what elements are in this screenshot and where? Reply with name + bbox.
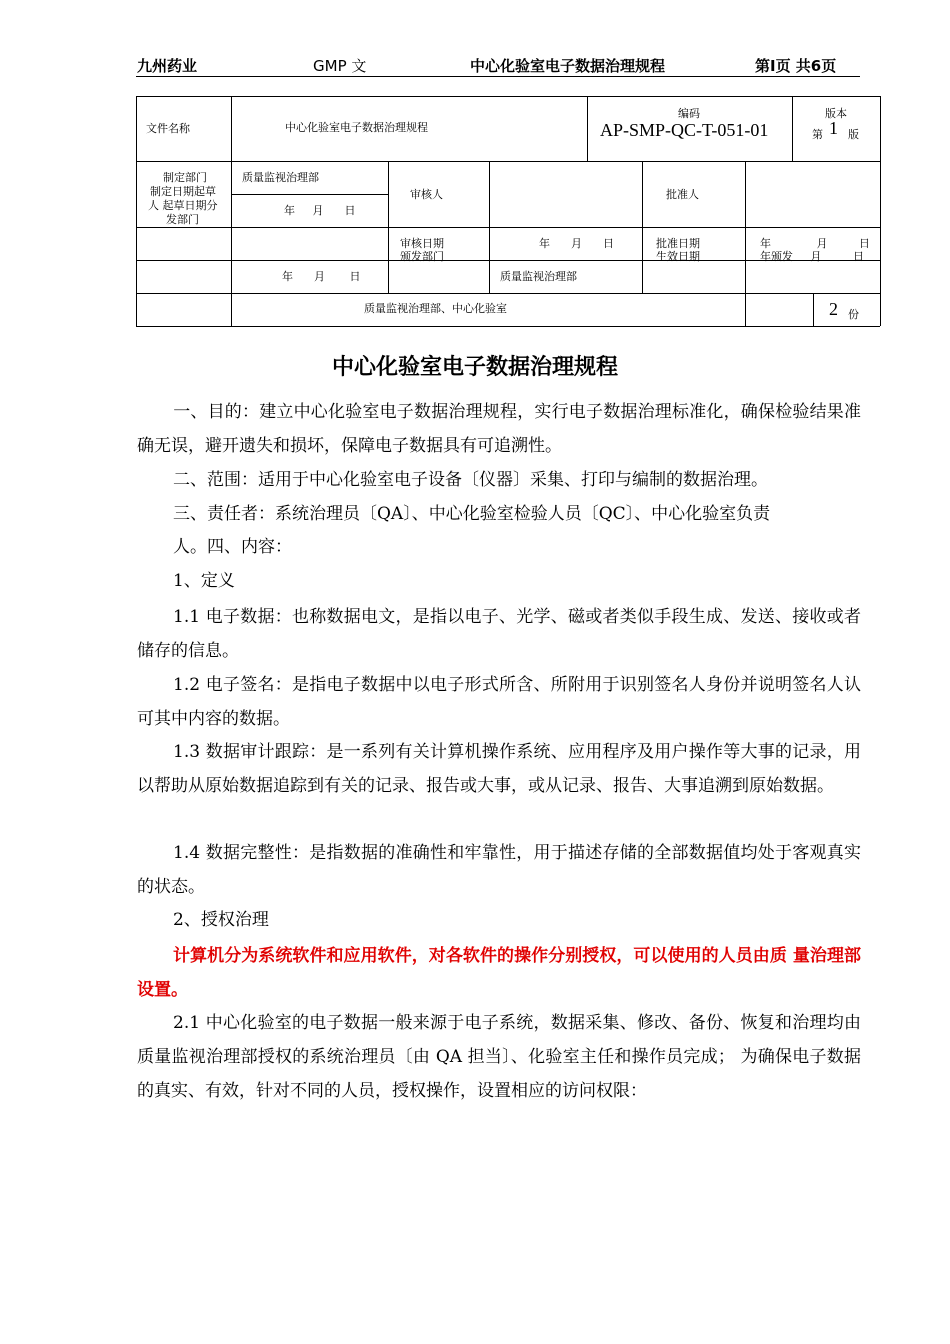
paragraph-authorization-highlight: 计算机分为系统软件和应用软件，对各软件的操作分别授权，可以使用的人员由质 量治理部设置。 [137,946,861,1000]
table-rule [642,161,643,293]
table-rule [136,293,880,294]
copies-number: 2 [829,299,838,319]
paragraph-definition-1-3: 1.3 数据审计跟踪：是一系列有关计算机操作系统、应用程序及用户操作等大事的记录，用以帮助从原始数据追踪到有关的记录、报告或大事，或从记录、报告、大事追溯到原始数据。 [137,742,861,796]
table-rule [813,293,814,326]
table-rule [388,161,389,293]
version-prefix: 第 [812,128,823,141]
paragraph-scope: 二、范围：适用于中心化验室电子设备〔仪器〕采集、打印与编制的数据治理。 [173,470,768,490]
effective-date-label: 生效日期 [656,250,700,263]
paragraph-authorization-2-1: 2.1 中心化验室的电子数据一般来源于电子系统，数据采集、修改、备份、恢复和治理均由质量监视治理部授权的系统治理员〔由 QA 担当〕、化验室主任和操作员完成； 为确保电子数据的真实、有效，针对不同的人员，授权操作，设置相应的访问权限： [137,1013,861,1101]
review-date-value: 年 月 日 [539,237,614,250]
table-rule [489,161,490,293]
paragraph-authorization-heading: 2、授权治理 [173,910,269,930]
issue-dept-label: 颁发部门 [400,250,444,263]
file-name-label: 文件名称 [146,122,190,135]
paragraph-responsible-2: 人。四、内容： [173,537,292,557]
table-rule [231,96,232,326]
table-border-left [136,96,137,326]
reviewer-label: 审核人 [410,188,443,201]
paragraph-definition-1-4: 1.4 数据完整性：是指数据的准确性和牢靠性，用于描述存储的全部数据值均处于客观真实的状态。 [137,843,861,897]
paragraph-definition-1-2: 1.2 电子签名：是指电子数据中以电子形式所含、所附用于识别签名人身份并说明签名人认可其中内容的数据。 [137,675,861,729]
paragraph-definition-1-1: 1.1 电子数据：也称数据电文，是指以电子、光学、磁或者类似手段生成、发送、接收或者储存的信息。 [137,607,861,661]
page-title: 中心化验室电子数据治理规程 [331,355,618,380]
version-suffix: 版 [848,128,859,141]
review-date-label: 审核日期 [400,237,444,250]
version-label: 版本 [825,107,847,120]
table-rule [231,194,388,195]
dept-value: 质量监视治理部 [242,171,319,184]
approver-label: 批准人 [666,188,699,201]
table-rule [136,227,880,228]
header-page-info: 第I页 共6页 [755,57,837,75]
issue-dept-value: 质量监视治理部 [500,270,577,283]
paragraph-definitions-heading: 1、定义 [173,571,235,591]
left-label-line-1: 制定部门 [163,171,207,184]
distribution-value: 质量监视治理部、中心化验室 [364,302,507,315]
version-number: 1 [829,118,838,138]
table-rule [792,96,793,161]
approve-date-value: 年 月 日 [760,237,870,250]
header-doc-type: GMP 文 [313,57,367,75]
date-blank-2: 年 月 日 [282,270,361,283]
code-label: 编码 [678,107,700,120]
table-border-top [136,96,880,97]
header-doc-title: 中心化验室电子数据治理规程 [470,57,666,75]
table-rule [745,161,746,326]
table-rule [587,96,588,161]
table-border-right [880,96,881,326]
left-label-line-4: 发部门 [166,213,199,226]
paragraph-purpose: 一、目的：建立中心化验室电子数据治理规程，实行电子数据治理标准化，确保检验结果准确无误，避开遗失和损坏，保障电子数据具有可追溯性。 [137,402,861,456]
issue-date-value: 年颁发 月 日 [760,250,864,263]
header-rule [136,76,860,77]
paragraph-responsible-1: 三、责任者：系统治理员〔QA〕、中心化验室检验人员〔QC〕、中心化验室负责 [173,504,771,524]
table-rule [136,161,880,162]
left-label-line-2: 制定日期起草 [150,185,216,198]
copies-unit: 份 [848,308,859,321]
file-name-value: 中心化验室电子数据治理规程 [285,121,428,134]
date-blank-1: 年 月 日 [284,204,356,217]
code-value: AP-SMP-QC-T-051-01 [600,120,769,140]
left-label-line-3: 人 起草日期分 [148,199,218,212]
approve-date-label: 批准日期 [656,237,700,250]
header-company: 九州药业 [137,57,198,75]
table-border-bottom [136,326,880,327]
